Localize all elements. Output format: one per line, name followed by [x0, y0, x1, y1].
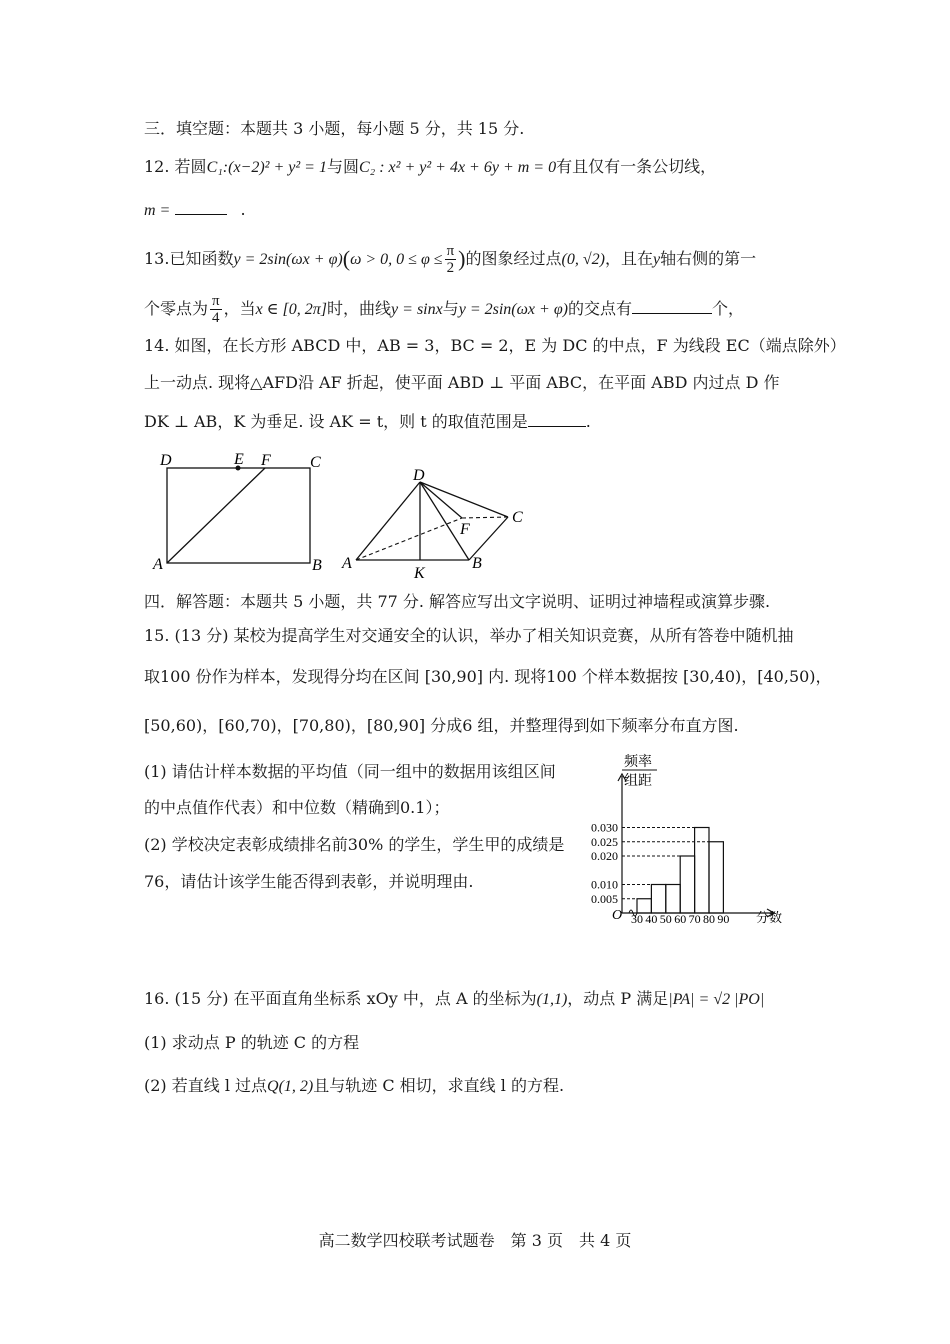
q14-figure-rectangle [150, 448, 340, 578]
q16-point-q: Q(1, 2) [267, 1078, 314, 1095]
q15-part1-line1: (1) 请估计样本数据的平均值（同一组中的数据用该组区间 [144, 762, 556, 781]
q13-text6: ，当 [223, 299, 256, 318]
q13-answer-blank[interactable] [632, 312, 712, 314]
q16-text2: ，动点 P 满足 [567, 989, 669, 1008]
q13-text4: 轴右侧的第一 [660, 249, 757, 268]
label-d2: D [413, 467, 425, 484]
q16-point-a: (1,1) [536, 991, 568, 1008]
q13-y: y [652, 251, 661, 268]
q13-text9: 的交点有 [568, 299, 633, 318]
x-tick-label-1: 30 [631, 912, 643, 926]
dashed-fc [462, 517, 508, 518]
edge-df [420, 482, 462, 518]
q13-text1: 已知函数 [169, 249, 234, 268]
question-15-line3: [50,60)，[60,70)，[70,80)，[80,90] 分成6 组，并整理得到如下频率分布直方图. [144, 716, 739, 735]
edge-dc [420, 482, 508, 517]
q16-part2-text1: (2) 若直线 l 过点 [144, 1076, 268, 1095]
q12-text2: 与圆 [326, 157, 359, 176]
page-footer: 高二数学四校联考试题卷 第 3 页 共 4 页 [318, 1231, 632, 1250]
question-16-line1 [144, 989, 764, 1010]
q12-end: . [240, 200, 246, 219]
q13-text8: 与 [442, 299, 459, 318]
q13-curve2: y = 2sin(ωx + φ) [458, 301, 569, 318]
q13-point: (0, √2) [561, 251, 605, 268]
q13-pi-over-2: $\frac{\pi}{2}$ [446, 243, 455, 276]
q16-text1: 16. (15 分) 在平面直角坐标系 xOy 中，点 A 的坐标为 [144, 989, 537, 1008]
histogram-bar-2 [651, 885, 665, 914]
rectangle-abcd [167, 468, 310, 563]
histogram-bar-3 [666, 885, 680, 914]
label-b2: B [472, 555, 482, 572]
q12-number: 12. [144, 157, 170, 176]
label-a2: A [342, 555, 352, 572]
question-15-line1: 15. (13 分) 某校为提高学生对交通安全的认识，举办了相关知识竞赛，从所有答卷中随机抽 [144, 626, 794, 645]
section3-heading: 三．填空题：本题共 3 小题，每小题 5 分，共 15 分. [144, 119, 525, 138]
q13-interval: x ∈ [0, 2π] [255, 301, 328, 318]
histogram-bar-4 [680, 856, 694, 913]
q12-circle2-equation: C₂ : x² + y² + 4x + 6y + m = 0 [358, 159, 557, 176]
q13-condition: ω > 0, 0 ≤ φ ≤ [350, 251, 443, 268]
label-f2: F [460, 521, 470, 538]
q16-part1: (1) 求动点 P 的轨迹 C 的方程 [144, 1033, 360, 1052]
q13-curve1: y = sinx [391, 301, 443, 318]
q15-part2-line1: (2) 学校决定表彰成绩排名前30% 的学生，学生甲的成绩是 [144, 835, 565, 854]
q14-line3-end: . [585, 412, 591, 431]
frequency-histogram [575, 748, 815, 930]
q13-function: y = 2sin(ωx + φ) [233, 251, 343, 268]
q12-answer-blank[interactable] [175, 213, 227, 215]
y-tick-label-3: 0.020 [591, 849, 618, 863]
x-tick-label-7: 90 [717, 912, 730, 926]
x-tick-label-6: 80 [703, 912, 715, 926]
question-15-line2: 取100 份作为样本，发现得分均在区间 [30,90] 内. 现将100 个样本数据按 [30,40)，[40,50)， [144, 667, 832, 686]
label-k2: K [414, 565, 425, 582]
origin-label: O [612, 908, 623, 923]
label-e: E [234, 451, 244, 468]
question-14-line1: 14. 如图，在长方形 ABCD 中，AB = 3，BC = 2，E 为 DC 的中点，F 为线段 EC（端点除外） [144, 336, 846, 355]
q14-figure-folded [338, 460, 538, 585]
section4-heading: 四．解答题：本题共 5 小题，共 77 分. 解答应写出文字说明、证明过神墙程或演算步骤. [144, 592, 771, 611]
x-tick-label-4: 60 [674, 912, 687, 926]
x-tick-label-2: 40 [645, 912, 658, 926]
label-c: C [310, 454, 321, 471]
question-14-line2: 上一动点. 现将△AFD沿 AF 折起，使平面 ABD ⊥ 平面 ABC，在平面 ABD 内过点 D 作 [144, 373, 780, 392]
q13-text7: 时，曲线 [327, 299, 392, 318]
q15-part1-line2: 的中点值作代表）和中位数（精确到0.1）； [144, 798, 450, 817]
y-label-top: 频率 [624, 755, 652, 770]
q13-number: 13. [144, 249, 170, 268]
q12-answer-line [144, 200, 246, 221]
segment-af [167, 468, 265, 563]
label-a: A [153, 556, 163, 573]
label-d: D [160, 452, 172, 469]
question-14-line3 [144, 412, 591, 432]
histogram-bar-6 [709, 842, 723, 913]
label-b: B [312, 557, 322, 574]
q12-text3: 有且仅有一条公切线， [556, 157, 717, 176]
q14-answer-blank[interactable] [528, 425, 586, 427]
q16-part2-text2: 且与轨迹 C 相切，求直线 l 的方程. [313, 1076, 565, 1095]
y-tick-label-4: 0.025 [591, 834, 618, 849]
y-label-bottom: 组距 [624, 774, 652, 789]
y-tick-label-2: 0.010 [591, 877, 618, 892]
q16-part2 [144, 1076, 564, 1097]
q12-text1: 若圆 [174, 157, 207, 176]
y-tick-label-1: 0.005 [591, 891, 618, 906]
histogram-bar-1 [637, 899, 651, 913]
q12-circle1-equation: C₁:(x−2)² + y² = 1 [206, 159, 327, 176]
x-tick-label-5: 70 [688, 912, 701, 926]
question-13-line1: 13.已知函数y = 2sin(ωx + φ)(ω > 0, 0 ≤ φ ≤ $\frac{\pi}{2}$ )的图象经过点(0, √2)，且在y轴右侧的第一 [144, 243, 757, 276]
label-c2: C [512, 509, 523, 526]
q15-part2-line2: 76，请估计该学生能否得到表彰，并说明理由. [144, 872, 474, 891]
y-tick-label-5: 0.030 [591, 820, 618, 835]
q13-text3: ，且在 [604, 249, 653, 268]
q12-answer-label: m = [144, 202, 171, 219]
label-f: F [261, 452, 271, 469]
q13-text10: 个， [712, 299, 745, 318]
q13-text2: 的图象经过点 [465, 249, 562, 268]
x-axis-label: 分数 [756, 910, 783, 925]
q13-text5: 个零点为 [144, 299, 209, 318]
edge-bc [469, 517, 508, 560]
edge-da [356, 482, 420, 560]
question-13-line2 [144, 293, 744, 326]
x-tick-label-3: 50 [659, 912, 672, 926]
histogram-bar-5 [695, 828, 709, 914]
q16-condition: |PA| = √2 |PO| [668, 991, 765, 1008]
q13-pi-over-4: $\frac{\pi}{4}$ [212, 293, 220, 326]
question-12 [144, 157, 716, 178]
q14-line3-text: DK ⊥ AB，K 为垂足. 设 AK = t，则 t 的取值范围是 [144, 412, 528, 431]
